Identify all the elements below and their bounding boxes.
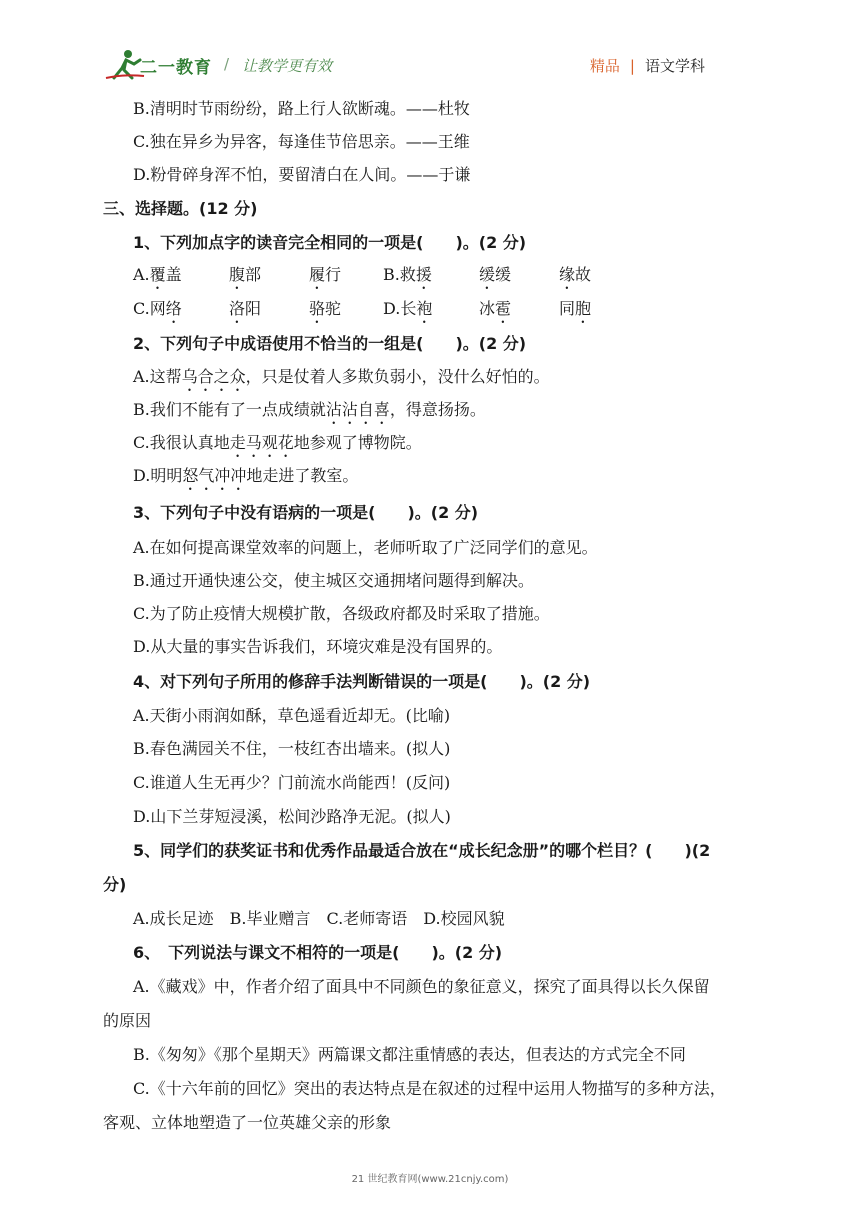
q6-option-c-line2: 客观、立体地塑造了一位英雄父亲的形象 [103, 1113, 392, 1132]
q1-opt-d-word2: 冰雹 [479, 299, 512, 318]
poem-option-d: D.粉骨碎身浑不怕，要留清白在人间。——于谦 [133, 165, 471, 184]
header-slogan: 让教学更有效 [242, 57, 333, 75]
q1-opt-a-word2: 腹部 [229, 265, 262, 284]
q1-opt-c-word2: 洛阳 [229, 299, 262, 318]
q2-option-d: D.明明怒气冲冲地走进了教室。 [133, 466, 359, 485]
q5-options: A.成长足迹 B.毕业赠言 C.老师寄语 D.校园风貌 [133, 909, 505, 928]
q1-opt-a-word1: A.覆盖 [133, 265, 182, 284]
q4-option-b: B.春色满园关不住，一枝红杏出墙来。(拟人) [133, 739, 451, 758]
poem-option-c: C.独在异乡为异客，每逢佳节倍思亲。——王维 [133, 132, 470, 151]
q6-option-a-line2: 的原因 [103, 1011, 152, 1030]
page-header [0, 0, 860, 90]
question-1: 1、下列加点字的读音完全相同的一项是( )。(2 分) [133, 233, 527, 252]
q1-opt-d-word1: D.长袍 [383, 299, 433, 318]
q6-option-c-line1: C.《十六年前的回忆》突出的表达特点是在叙述的过程中运用人物描写的多种方法， [133, 1079, 726, 1098]
tag-divider: | [629, 57, 635, 75]
q1-opt-b-word1: B.救援 [383, 265, 432, 284]
q4-option-a: A.天街小雨润如酥，草色遥看近却无。(比喻) [133, 706, 451, 725]
q1-opt-c-word1: C.网络 [133, 299, 182, 318]
q3-option-b: B.通过开通快速公交，使主城区交通拥堵问题得到解决。 [133, 571, 534, 590]
question-6: 6、 下列说法与课文不相符的一项是( )。(2 分) [133, 943, 503, 962]
q1-opt-d-word3: 同胞 [559, 299, 592, 318]
q1-options-row2 [133, 298, 733, 324]
q1-opt-b-word2: 缓缓 [479, 265, 512, 284]
q1-opt-a-word3: 履行 [309, 265, 342, 284]
question-5: 5、同学们的获奖证书和优秀作品最适合放在“成长纪念册”的哪个栏目？( )(2 [133, 841, 711, 860]
page-footer: 21 世纪教育网(www.21cnjy.com) [351, 1174, 509, 1185]
q6-option-b: B.《匆匆》《那个星期天》两篇课文都注重情感的表达，但表达的方式完全不同 [133, 1045, 686, 1064]
q1-options-row1 [133, 264, 733, 290]
q2-option-c: C.我很认真地走马观花地参观了博物院。 [133, 433, 422, 452]
q2-option-a: A.这帮乌合之众，只是仗着人多欺负弱小，没什么好怕的。 [133, 367, 550, 386]
poem-option-b: B.清明时节雨纷纷，路上行人欲断魂。——杜牧 [133, 99, 470, 118]
tag-premium: 精品 [589, 57, 620, 75]
q1-opt-b-word3: 缘故 [559, 265, 592, 284]
question-4: 4、对下列句子所用的修辞手法判断错误的一项是( )。(2 分) [133, 672, 591, 691]
q4-option-d: D.山下兰芽短浸溪，松间沙路净无泥。(拟人) [133, 807, 451, 826]
q4-option-c: C.谁道人生无再少？门前流水尚能西！(反问) [133, 773, 451, 792]
question-3: 3、下列句子中没有语病的一项是( )。(2 分) [133, 503, 479, 522]
tag-subject: 语文学科 [644, 57, 705, 75]
question-2: 2、下列句子中成语使用不恰当的一组是( )。(2 分) [133, 334, 527, 353]
question-5-cont: 分) [103, 875, 127, 894]
header-tags [590, 55, 705, 76]
logo-text: 二一教育 [140, 58, 212, 78]
header-slash: / [224, 55, 230, 73]
q2-option-b: B.我们不能有了一点成绩就沾沾自喜，得意扬扬。 [133, 400, 486, 419]
section-3-heading: 三、选择题。(12 分) [103, 199, 258, 218]
q3-option-d: D.从大量的事实告诉我们，环境灾难是没有国界的。 [133, 637, 503, 656]
q3-option-a: A.在如何提高课堂效率的问题上，老师听取了广泛同学们的意见。 [133, 538, 598, 557]
q3-option-c: C.为了防止疫情大规模扩散，各级政府都及时采取了措施。 [133, 604, 550, 623]
q1-opt-c-word3: 骆驼 [309, 299, 342, 318]
q6-option-a-line1: A.《藏戏》中，作者介绍了面具中不同颜色的象征意义，探究了面具得以长久保留 [133, 977, 710, 996]
